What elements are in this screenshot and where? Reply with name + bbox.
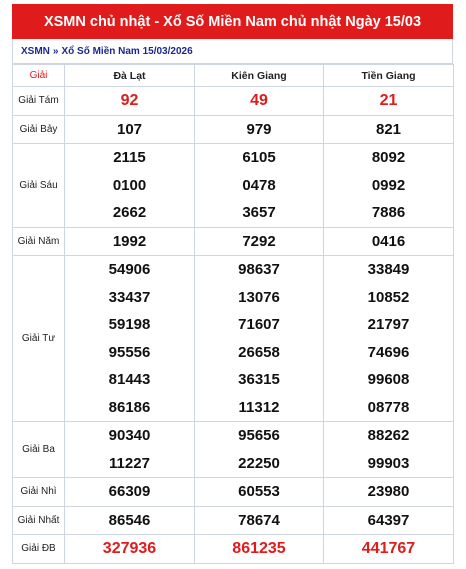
lottery-number: 2115 — [113, 149, 146, 166]
prize-cell — [65, 478, 195, 507]
prize-cell — [195, 87, 324, 116]
prize-name: Giải Năm — [13, 227, 65, 256]
prize-cell — [195, 144, 324, 228]
prize-cell — [195, 256, 324, 422]
page-title: XSMN chủ nhật - Xổ Số Miền Nam chủ nhật Ngày 15/03 — [12, 4, 453, 39]
lottery-number: 13076 — [238, 288, 280, 306]
province-header-da-lat[interactable]: Đà Lạt — [65, 65, 195, 87]
prize-cell — [195, 478, 324, 507]
prize-row — [13, 506, 454, 535]
breadcrumb — [12, 39, 453, 64]
lottery-number: 0992 — [371, 176, 406, 194]
prize-cell — [195, 227, 324, 256]
prize-cell — [65, 506, 195, 535]
lottery-number: 6105 — [242, 149, 276, 166]
prize-row — [13, 256, 454, 422]
prize-cell — [65, 115, 195, 144]
results-panel — [12, 4, 453, 564]
prize-row — [13, 478, 454, 507]
lottery-number: 66309 — [108, 483, 151, 500]
prize-name: Giải Tám — [13, 87, 65, 116]
lottery-number: 74696 — [367, 343, 410, 361]
lottery-number: 0100 — [112, 176, 147, 194]
lottery-number: 441767 — [361, 540, 416, 557]
lottery-number: 78674 — [238, 511, 280, 529]
lottery-number: 23980 — [367, 483, 410, 500]
prize-row — [13, 87, 454, 116]
prize-row — [13, 422, 454, 478]
lottery-number: 98637 — [238, 261, 280, 278]
lottery-number: 86546 — [108, 511, 151, 529]
prize-cell — [324, 144, 454, 228]
prize-name: Giải Bảy — [13, 115, 65, 144]
lottery-number: 81443 — [108, 371, 151, 388]
lottery-number: 11312 — [238, 398, 280, 416]
lottery-number: 99608 — [367, 371, 410, 388]
lottery-number: 36315 — [238, 371, 280, 388]
lottery-number: 7886 — [371, 204, 406, 221]
lottery-number: 3657 — [242, 204, 276, 221]
prize-cell — [324, 115, 454, 144]
lottery-number: 71607 — [238, 316, 280, 333]
lottery-number: 8092 — [371, 149, 406, 166]
lottery-number: 107 — [116, 120, 143, 138]
results-table — [12, 64, 454, 564]
prize-row — [13, 227, 454, 256]
lottery-number: 59198 — [108, 316, 151, 333]
prize-cell — [65, 256, 195, 422]
breadcrumb-home-link[interactable]: XSMN — [21, 45, 50, 57]
lottery-number: 08778 — [367, 398, 410, 416]
lottery-number: 0416 — [371, 232, 406, 250]
prize-cell — [324, 535, 454, 564]
prize-cell — [195, 535, 324, 564]
lottery-number: 11227 — [109, 454, 150, 472]
lottery-number: 95556 — [108, 343, 151, 361]
prize-cell — [65, 422, 195, 478]
prize-cell — [65, 227, 195, 256]
prize-cell — [324, 227, 454, 256]
province-header-tien-giang[interactable]: Tiền Giang — [324, 65, 454, 87]
lottery-number: 99903 — [367, 454, 410, 472]
lottery-number: 49 — [250, 92, 268, 109]
prize-cell — [65, 535, 195, 564]
lottery-number: 33849 — [367, 261, 410, 278]
lottery-number: 327936 — [102, 540, 157, 557]
lottery-number: 21797 — [367, 316, 410, 333]
lottery-number: 88262 — [367, 427, 410, 444]
lottery-number: 26658 — [238, 343, 280, 361]
prize-name: Giải Ba — [13, 422, 65, 478]
prize-cell — [195, 506, 324, 535]
lottery-number: 90340 — [108, 427, 151, 444]
lottery-number: 979 — [246, 120, 272, 138]
lottery-number: 821 — [375, 120, 402, 138]
prize-cell — [324, 506, 454, 535]
prize-cell — [324, 422, 454, 478]
prize-name: Giải Tư — [13, 256, 65, 422]
lottery-number: 861235 — [232, 540, 286, 557]
prize-cell — [324, 478, 454, 507]
province-header-kien-giang[interactable]: Kiên Giang — [195, 65, 324, 87]
lottery-number: 54906 — [108, 261, 151, 278]
lottery-number: 22250 — [238, 454, 280, 472]
prize-cell — [324, 87, 454, 116]
lottery-number: 0478 — [242, 176, 276, 194]
lottery-number: 86186 — [108, 398, 151, 416]
lottery-number: 33437 — [108, 288, 151, 306]
lottery-number: 95656 — [238, 427, 280, 444]
prize-name: Giải ĐB — [13, 535, 65, 564]
lottery-number: 21 — [379, 92, 398, 109]
prize-row — [13, 115, 454, 144]
table-header-row — [13, 65, 454, 87]
lottery-number: 60553 — [238, 483, 280, 500]
prize-column-header: Giải — [13, 65, 65, 87]
breadcrumb-separator: » — [52, 45, 59, 57]
lottery-number: 2662 — [112, 204, 147, 221]
prize-cell — [195, 115, 324, 144]
lottery-number: 1992 — [112, 232, 147, 250]
lottery-number: 10852 — [367, 288, 410, 306]
prize-cell — [324, 256, 454, 422]
prize-name: Giải Nhất — [13, 506, 65, 535]
lottery-number: 7292 — [242, 232, 276, 250]
lottery-number: 92 — [120, 92, 139, 109]
prize-cell — [65, 87, 195, 116]
lottery-number: 64397 — [367, 511, 410, 529]
prize-row — [13, 144, 454, 228]
prize-cell — [195, 422, 324, 478]
prize-name: Giải Sáu — [13, 144, 65, 228]
prize-row — [13, 535, 454, 564]
prize-cell — [65, 144, 195, 228]
breadcrumb-current-link[interactable]: Xổ Số Miền Nam 15/03/2026 — [61, 45, 193, 57]
prize-name: Giải Nhì — [13, 478, 65, 507]
